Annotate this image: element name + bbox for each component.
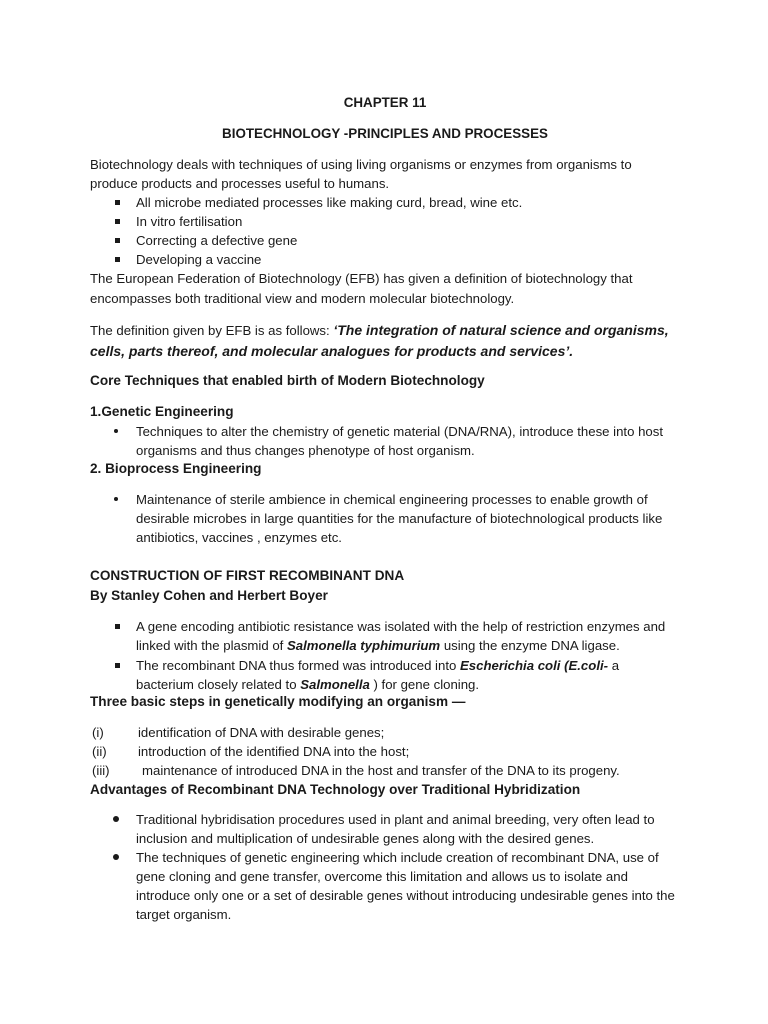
genetic-engineering-list [90,422,680,460]
construction-heading: CONSTRUCTION OF FIRST RECOMBINANT DNA [90,568,405,583]
list-item: In vitro fertilisation [90,212,680,231]
advantages-list [90,810,680,924]
list-item: The techniques of genetic engineering which include creation of recombinant DNA, use of gene cloning and gene transfer, overcome this limitation and allows us to isolate and introduce only one or a set of desirable genes without introducing undesirable genes into the target organism. [90,848,680,924]
intro-paragraph: Biotechnology deals with techniques of using living organisms or enzymes from organisms to produce products and processes useful to humans. [90,157,632,191]
list-item: (i) identification of DNA with desirable genes; [92,725,385,740]
list-item: Developing a vaccine [90,250,680,269]
chapter-subject: BIOTECHNOLOGY -PRINCIPLES AND PROCESSES [222,126,548,141]
efb-definition: ‘The integration of natural science and organisms, cells, parts thereof, and molecular analogues for products and services’. [90,322,669,359]
examples-list [90,193,680,269]
construction-subheading: By Stanley Cohen and Herbert Boyer [90,588,328,603]
bioprocess-engineering-list [90,490,680,547]
chapter-title: CHAPTER 11 [343,95,427,110]
steps-heading: Three basic steps in genetically modifying an organism — [90,694,466,709]
list-item: Correcting a defective gene [90,231,680,250]
definition-lead: The definition given by EFB is as follows: [90,323,334,338]
list-item: Traditional hybridisation procedures used in plant and animal breeding, very often lead to inclusion and multiplication of undesirable genes along with the desired genes. [90,810,680,848]
salmonella-typhimurium: Salmonella typhimurium [287,638,441,653]
efb-paragraph: The European Federation of Biotechnology (EFB) has given a definition of biotechnology that encompasses both traditional view and modern molecular biotechnology. [90,271,633,306]
advantages-heading: Advantages of Recombinant DNA Technology over Traditional Hybridization [90,782,581,797]
recombinant-dna-list [90,617,680,694]
steps-list [90,723,680,780]
list-item: (ii) introduction of the identified DNA into the host; [92,744,410,759]
list-item: A gene encoding antibiotic resistance was isolated with the help of restriction enzymes and linked with the plasmid of Salmonella typhimurium using the enzyme DNA ligase. [90,617,680,655]
list-item: The recombinant DNA thus formed was introduced into Escherichia coli (E.coli- a bacterium closely related to Salmonella ) for gene cloning. [90,656,680,694]
list-item: Maintenance of sterile ambience in chemical engineering processes to enable growth of desirable microbes in large quantities for the manufacture of biotechnological products like antibiotics, vaccines , enzymes etc. [90,490,680,547]
genetic-engineering-heading: 1.Genetic Engineering [90,404,234,419]
list-item: Techniques to alter the chemistry of genetic material (DNA/RNA), introduce these into host organisms and thus changes phenotype of host organism. [90,422,680,460]
list-item: (iii) maintenance of introduced DNA in the host and transfer of the DNA to its progeny. [92,763,620,778]
escherichia-coli: Escherichia coli (E.coli- [460,658,609,673]
definition-paragraph [90,320,680,362]
core-techniques-heading: Core Techniques that enabled birth of Modern Biotechnology [90,373,485,388]
bioprocess-engineering-heading: 2. Bioprocess Engineering [90,461,262,476]
list-item: All microbe mediated processes like making curd, bread, wine etc. [90,193,680,212]
salmonella: Salmonella [300,677,370,692]
